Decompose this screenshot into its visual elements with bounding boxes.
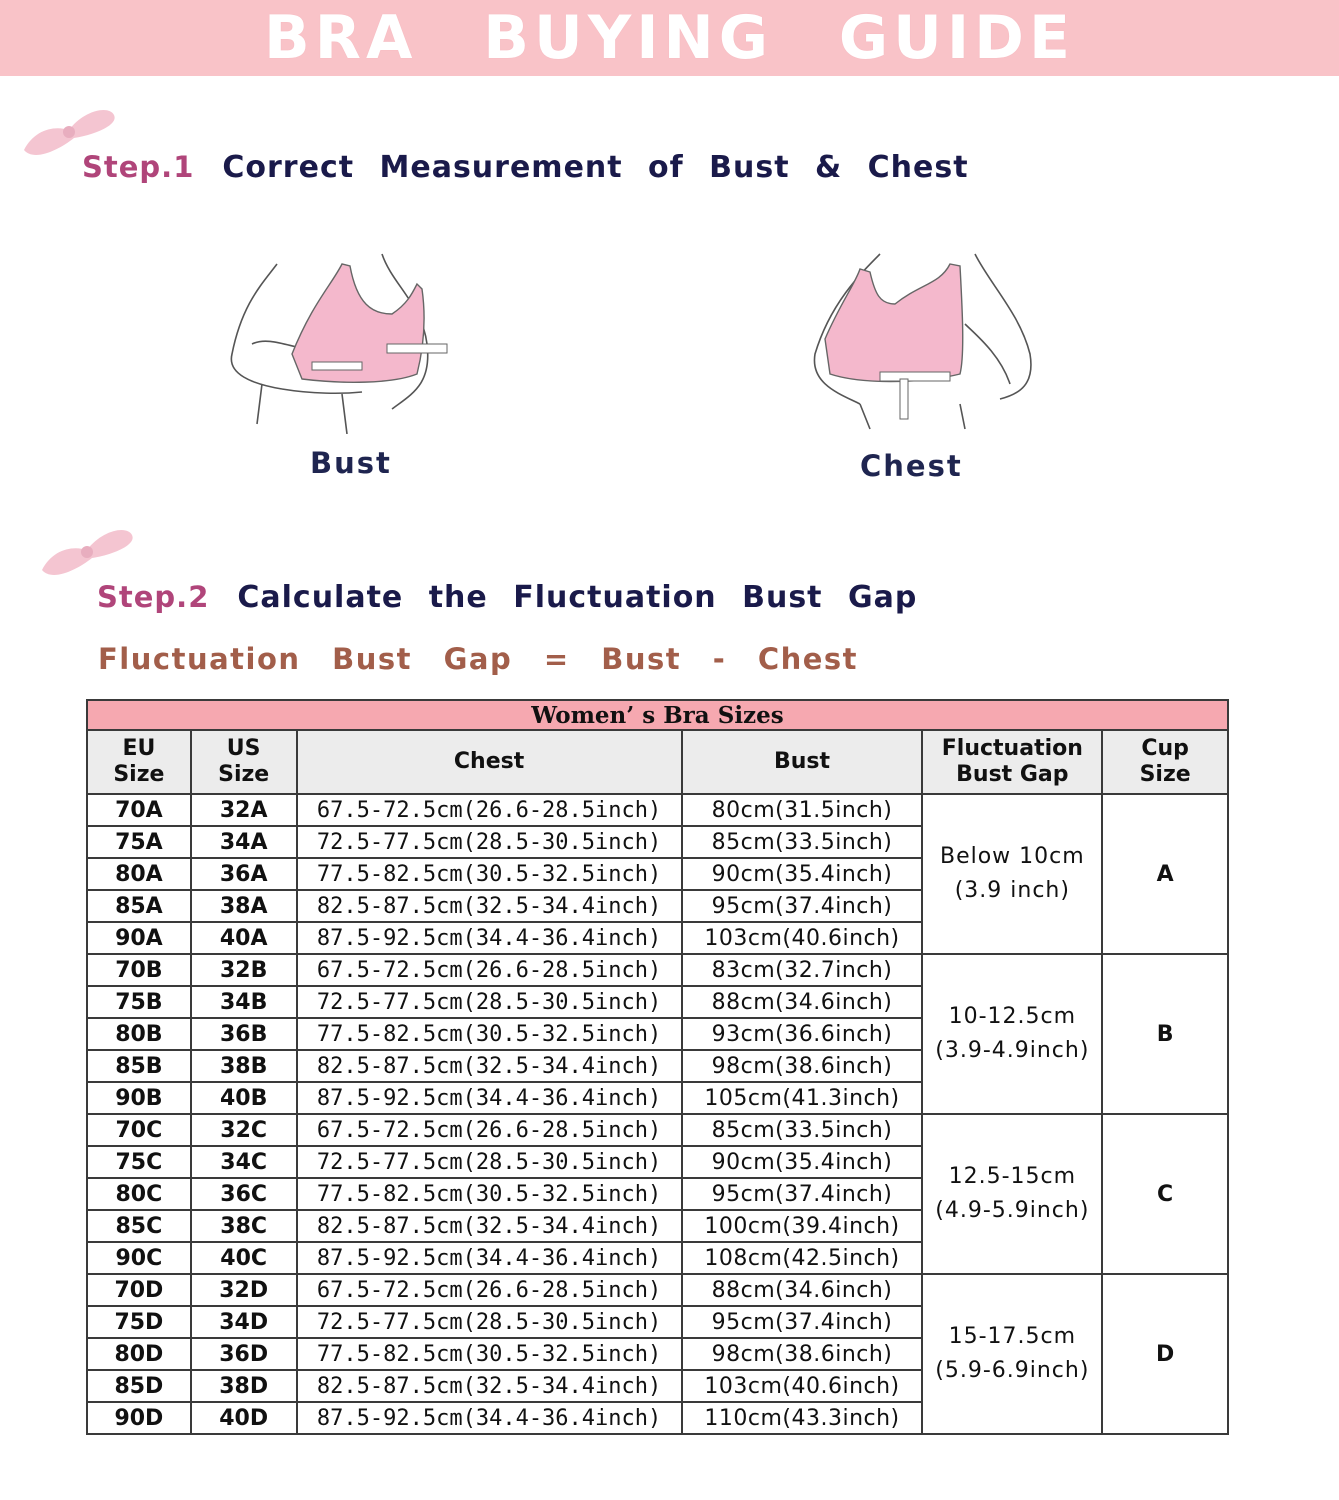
cup-size-cell: C [1102,1114,1228,1274]
bust-cell: 110cm(43.3inch) [682,1402,923,1434]
us-size-cell: 40A [191,922,297,954]
header-chest: Chest [297,730,682,794]
step1-number: Step.1 [82,150,195,184]
bust-cell: 108cm(42.5inch) [682,1242,923,1274]
step2-heading [97,580,917,615]
eu-size-cell: 70C [87,1114,191,1146]
bust-cell: 103cm(40.6inch) [682,1370,923,1402]
chest-cell: 77.5-82.5cm(30.5-32.5inch) [297,1178,682,1210]
us-size-cell: 40D [191,1402,297,1434]
table-row [87,954,1228,986]
eu-size-cell: 85B [87,1050,191,1082]
bust-measurement-illustration-icon [222,244,462,434]
header-bust: Bust [682,730,923,794]
chest-cell: 82.5-87.5cm(32.5-34.4inch) [297,890,682,922]
fluctuation-gap-cell: 12.5-15cm (4.9-5.9inch) [922,1114,1102,1274]
eu-size-cell: 85C [87,1210,191,1242]
us-size-cell: 38D [191,1370,297,1402]
eu-size-cell: 70B [87,954,191,986]
us-size-cell: 34C [191,1146,297,1178]
fluctuation-gap-cell: 15-17.5cm (5.9-6.9inch) [922,1274,1102,1434]
chest-measurement-illustration-icon [800,244,1040,434]
bust-cell: 105cm(41.3inch) [682,1082,923,1114]
eu-size-cell: 80D [87,1338,191,1370]
fluctuation-formula: Fluctuation Bust Gap = Bust - Chest [98,642,859,676]
step1-title: Correct Measurement of Bust & Chest [222,150,969,185]
chest-cell: 72.5-77.5cm(28.5-30.5inch) [297,1306,682,1338]
us-size-cell: 36D [191,1338,297,1370]
chest-cell: 87.5-92.5cm(34.4-36.4inch) [297,1082,682,1114]
cup-size-cell: A [1102,794,1228,954]
ribbon-icon [32,520,142,580]
chest-cell: 82.5-87.5cm(32.5-34.4inch) [297,1370,682,1402]
table-caption: Women’ s Bra Sizes [87,700,1228,730]
chest-cell: 82.5-87.5cm(32.5-34.4inch) [297,1050,682,1082]
chest-cell: 72.5-77.5cm(28.5-30.5inch) [297,1146,682,1178]
chest-figure-label: Chest [860,449,963,483]
eu-size-cell: 70A [87,794,191,826]
step2-title: Calculate the Fluctuation Bust Gap [237,580,918,615]
eu-size-cell: 80C [87,1178,191,1210]
bust-cell: 85cm(33.5inch) [682,826,923,858]
eu-size-cell: 75A [87,826,191,858]
table-row [87,1274,1228,1306]
bust-cell: 85cm(33.5inch) [682,1114,923,1146]
header-eu-size: EU Size [87,730,191,794]
us-size-cell: 32A [191,794,297,826]
eu-size-cell: 75B [87,986,191,1018]
fluctuation-gap-cell: Below 10cm (3.9 inch) [922,794,1102,954]
step1-heading [82,150,969,185]
bust-cell: 98cm(38.6inch) [682,1338,923,1370]
chest-cell: 77.5-82.5cm(30.5-32.5inch) [297,1018,682,1050]
chest-cell: 67.5-72.5cm(26.6-28.5inch) [297,794,682,826]
us-size-cell: 36A [191,858,297,890]
us-size-cell: 32C [191,1114,297,1146]
header-cup-size: Cup Size [1102,730,1228,794]
eu-size-cell: 90A [87,922,191,954]
bust-cell: 88cm(34.6inch) [682,1274,923,1306]
bust-cell: 83cm(32.7inch) [682,954,923,986]
eu-size-cell: 80A [87,858,191,890]
cup-size-cell: D [1102,1274,1228,1434]
bust-cell: 88cm(34.6inch) [682,986,923,1018]
table-body [87,794,1228,1434]
eu-size-cell: 85D [87,1370,191,1402]
eu-size-cell: 80B [87,1018,191,1050]
us-size-cell: 34A [191,826,297,858]
header-fluctuation-gap: Fluctuation Bust Gap [922,730,1102,794]
bust-cell: 103cm(40.6inch) [682,922,923,954]
chest-cell: 67.5-72.5cm(26.6-28.5inch) [297,954,682,986]
bust-cell: 95cm(37.4inch) [682,890,923,922]
bust-cell: 80cm(31.5inch) [682,794,923,826]
fluctuation-gap-cell: 10-12.5cm (3.9-4.9inch) [922,954,1102,1114]
bust-cell: 95cm(37.4inch) [682,1306,923,1338]
chest-cell: 77.5-82.5cm(30.5-32.5inch) [297,858,682,890]
eu-size-cell: 90C [87,1242,191,1274]
bust-cell: 93cm(36.6inch) [682,1018,923,1050]
us-size-cell: 36B [191,1018,297,1050]
table-row [87,794,1228,826]
us-size-cell: 36C [191,1178,297,1210]
us-size-cell: 34D [191,1306,297,1338]
bust-cell: 98cm(38.6inch) [682,1050,923,1082]
us-size-cell: 38A [191,890,297,922]
us-size-cell: 38B [191,1050,297,1082]
bust-cell: 100cm(39.4inch) [682,1210,923,1242]
bust-figure-label: Bust [310,446,392,480]
chest-cell: 87.5-92.5cm(34.4-36.4inch) [297,922,682,954]
title-banner [0,0,1339,76]
bust-cell: 90cm(35.4inch) [682,858,923,890]
chest-cell: 82.5-87.5cm(32.5-34.4inch) [297,1210,682,1242]
eu-size-cell: 75C [87,1146,191,1178]
chest-cell: 72.5-77.5cm(28.5-30.5inch) [297,986,682,1018]
bust-cell: 90cm(35.4inch) [682,1146,923,1178]
us-size-cell: 40B [191,1082,297,1114]
eu-size-cell: 85A [87,890,191,922]
chest-cell: 87.5-92.5cm(34.4-36.4inch) [297,1242,682,1274]
page-title: BRA BUYING GUIDE [264,3,1075,73]
chest-cell: 67.5-72.5cm(26.6-28.5inch) [297,1274,682,1306]
eu-size-cell: 70D [87,1274,191,1306]
cup-size-cell: B [1102,954,1228,1114]
table-row [87,1114,1228,1146]
eu-size-cell: 75D [87,1306,191,1338]
us-size-cell: 32D [191,1274,297,1306]
us-size-cell: 34B [191,986,297,1018]
step2-number: Step.2 [97,580,210,614]
eu-size-cell: 90B [87,1082,191,1114]
bra-size-table [86,699,1229,1435]
chest-cell: 67.5-72.5cm(26.6-28.5inch) [297,1114,682,1146]
chest-cell: 77.5-82.5cm(30.5-32.5inch) [297,1338,682,1370]
us-size-cell: 38C [191,1210,297,1242]
bust-cell: 95cm(37.4inch) [682,1178,923,1210]
header-us-size: US Size [191,730,297,794]
chest-cell: 72.5-77.5cm(28.5-30.5inch) [297,826,682,858]
us-size-cell: 32B [191,954,297,986]
us-size-cell: 40C [191,1242,297,1274]
eu-size-cell: 90D [87,1402,191,1434]
chest-cell: 87.5-92.5cm(34.4-36.4inch) [297,1402,682,1434]
